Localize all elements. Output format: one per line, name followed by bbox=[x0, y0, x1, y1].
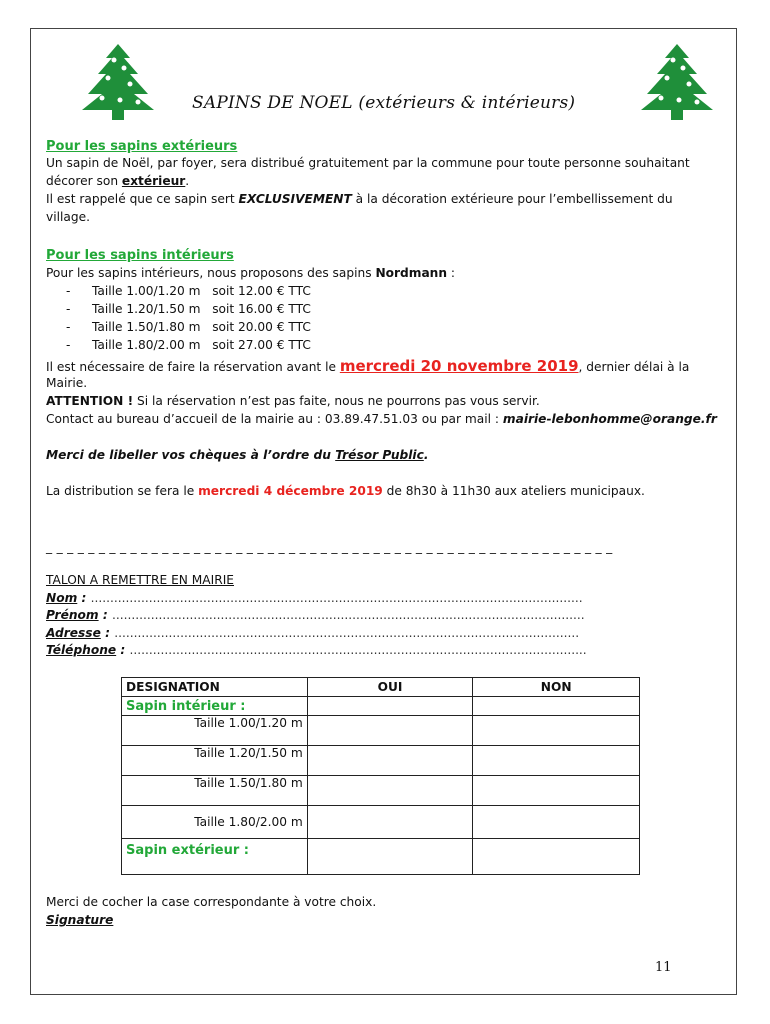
size-cell: Taille 1.20/1.50 m bbox=[122, 746, 308, 776]
reservation-line: Il est nécessaire de faire la réservation avant le mercredi 20 novembre 2019, dernier délai à la bbox=[46, 357, 690, 375]
section-interieur: Sapin intérieur : bbox=[122, 697, 308, 716]
size-cell: Taille 1.80/2.00 m bbox=[122, 806, 308, 839]
checkbox-oui[interactable] bbox=[307, 839, 473, 875]
size-item: - bbox=[66, 284, 71, 298]
table-section-row bbox=[122, 697, 640, 716]
checkbox-non[interactable] bbox=[473, 839, 640, 875]
size-item-label: Taille 1.20/1.50 m soit 16.00 € TTC bbox=[92, 302, 311, 316]
field-adresse[interactable]: Adresse : ........................................................................................................................ bbox=[46, 626, 580, 640]
exterieurs-line-1: Un sapin de Noël, par foyer, sera distribué gratuitement par la commune pour toute personne souhaitant bbox=[46, 156, 690, 170]
page-number: 11 bbox=[655, 960, 672, 975]
contact-line: Contact au bureau d’accueil de la mairie au : 03.89.47.51.03 ou par mail : mairie-lebonhomme@orange.fr bbox=[46, 412, 717, 426]
field-prenom[interactable]: Prénom : .......................................................................................................................... bbox=[46, 608, 585, 622]
table-row bbox=[122, 716, 640, 746]
exterieurs-line-2: décorer son extérieur. bbox=[46, 174, 190, 188]
header-designation: DESIGNATION bbox=[122, 678, 308, 697]
header-oui: OUI bbox=[307, 678, 473, 697]
section-exterieur: Sapin extérieur : bbox=[122, 839, 308, 875]
field-telephone[interactable]: Téléphone : ...................................................................................................................... bbox=[46, 643, 587, 657]
table-row bbox=[122, 776, 640, 806]
size-item-label: Taille 1.80/2.00 m soit 27.00 € TTC bbox=[92, 338, 311, 352]
checkbox-non[interactable] bbox=[473, 746, 640, 776]
field-nom[interactable]: Nom : ............................................................................................................................... bbox=[46, 591, 583, 605]
attention-line: ATTENTION ! Si la réservation n’est pas faite, nous ne pourrons pas vous servir. bbox=[46, 394, 540, 408]
checkbox-non[interactable] bbox=[473, 697, 640, 716]
choice-table bbox=[121, 677, 640, 875]
heading-exterieurs: Pour les sapins extérieurs bbox=[46, 139, 238, 154]
table-header-row bbox=[122, 678, 640, 697]
checkbox-oui[interactable] bbox=[307, 746, 473, 776]
reservation-line-2: Mairie. bbox=[46, 376, 88, 390]
cheques-line: Merci de libeller vos chèques à l’ordre du Trésor Public. bbox=[46, 448, 429, 462]
size-item: - bbox=[66, 302, 71, 316]
cut-line: _ _ _ _ _ _ _ _ _ _ _ _ _ _ _ _ _ _ _ _ _ _ _ _ _ _ _ _ _ _ _ _ _ _ _ _ _ _ _ _ _ _ _ _ _ _ _ _ _ _ _ _ _ _ bbox=[46, 540, 613, 554]
table-row bbox=[122, 746, 640, 776]
christmas-tree-right-icon bbox=[637, 44, 717, 120]
size-item: - bbox=[66, 338, 71, 352]
talon-heading: TALON A REMETTRE EN MAIRIE bbox=[46, 573, 234, 587]
checkbox-non[interactable] bbox=[473, 776, 640, 806]
size-item: - bbox=[66, 320, 71, 334]
contact-email-link[interactable]: mairie-lebonhomme@orange.fr bbox=[502, 412, 717, 426]
interieurs-intro: Pour les sapins intérieurs, nous proposons des sapins Nordmann : bbox=[46, 266, 456, 280]
size-cell: Taille 1.50/1.80 m bbox=[122, 776, 308, 806]
checkbox-non[interactable] bbox=[473, 806, 640, 839]
exterieurs-line-4: village. bbox=[46, 210, 90, 224]
checkbox-oui[interactable] bbox=[307, 806, 473, 839]
checkbox-oui[interactable] bbox=[307, 716, 473, 746]
exterieurs-line-3: Il est rappelé que ce sapin sert EXCLUSIVEMENT à la décoration extérieure pour l’embellissement du bbox=[46, 192, 673, 206]
size-item-label: Taille 1.50/1.80 m soit 20.00 € TTC bbox=[92, 320, 311, 334]
checkbox-oui[interactable] bbox=[307, 776, 473, 806]
page-title: SAPINS DE NOEL (extérieurs & intérieurs) bbox=[192, 93, 576, 113]
signature-label: Signature bbox=[46, 913, 114, 927]
merci-cocher: Merci de cocher la case correspondante à votre choix. bbox=[46, 895, 377, 909]
table-row bbox=[122, 806, 640, 839]
header-non: NON bbox=[473, 678, 640, 697]
checkbox-non[interactable] bbox=[473, 716, 640, 746]
checkbox-oui[interactable] bbox=[307, 697, 473, 716]
christmas-tree-left-icon bbox=[78, 44, 158, 120]
size-item-label: Taille 1.00/1.20 m soit 12.00 € TTC bbox=[92, 284, 311, 298]
size-cell: Taille 1.00/1.20 m bbox=[122, 716, 308, 746]
heading-interieurs: Pour les sapins intérieurs bbox=[46, 248, 234, 263]
distribution-line: La distribution se fera le mercredi 4 décembre 2019 de 8h30 à 11h30 aux ateliers municipaux. bbox=[46, 484, 645, 498]
table-section-row bbox=[122, 839, 640, 875]
